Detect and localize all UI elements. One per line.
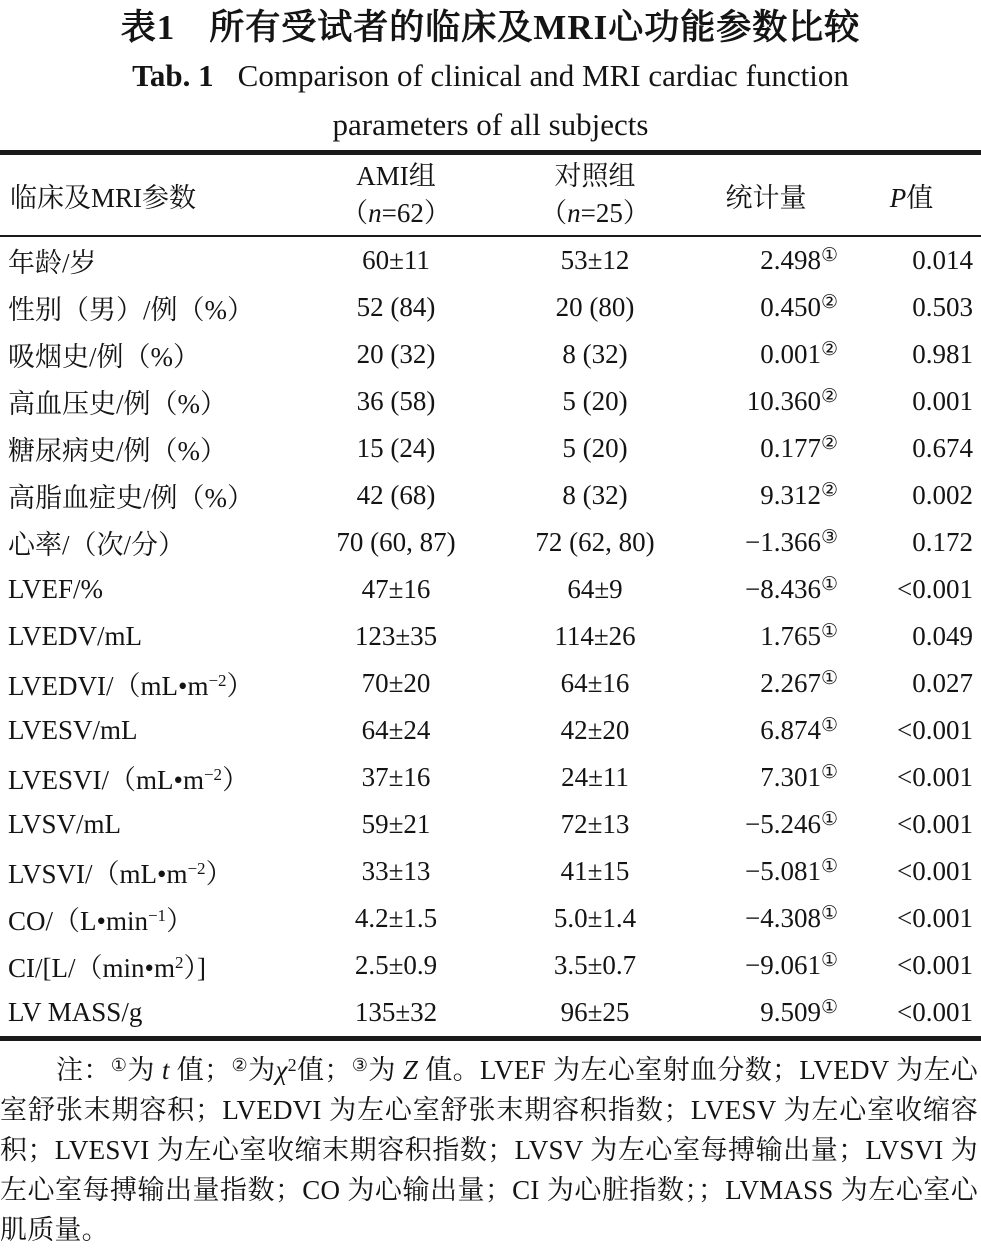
param-cell: LVEF/% [8,574,104,604]
statistic-value: −8.436 [744,574,821,604]
table-title-zh [0,5,981,51]
pvalue-cell: 0.001 [912,386,973,416]
pvalue-cell: 0.503 [912,292,973,322]
control-value-cell: 72 (62, 80) [535,527,655,557]
statistic-footnote-mark: ① [820,574,838,595]
table-caption-en-line1: Comparison of clinical and MRI cardiac function [237,58,849,93]
control-value-cell: 3.5±0.7 [553,950,637,980]
statistic-value: −5.081 [744,856,821,886]
pvalue-cell: <0.001 [897,903,973,933]
table-row [0,895,981,942]
table-row [0,707,981,754]
table-head [0,153,981,237]
pvalue-cell: <0.001 [897,809,973,839]
col-header-control-group [500,153,690,237]
statistic-footnote-mark: ① [820,715,838,736]
statistic-value: 2.267 [760,668,821,698]
pvalue-cell: 0.002 [912,480,973,510]
table-row [0,942,981,989]
param-cell: 高血压史/例（%） [8,389,227,419]
col-header-ami-n: （n=62） [341,198,451,228]
param-cell: LVESVI/$(mL•m^{-2})$ [8,765,250,795]
param-cell: 糖尿病史/例（%） [8,436,227,466]
table-caption-en-line2: parameters of all subjects [332,107,649,142]
pvalue-cell: 0.674 [912,433,973,463]
statistic-footnote-mark: ① [820,856,838,877]
table-row [0,284,981,331]
col-header-pvalue: P值 [842,153,981,237]
param-cell: LV MASS/g [8,997,143,1027]
ami-value-cell: 33±13 [361,856,431,886]
statistic-cell [690,425,842,472]
param-cell: 高脂血症史/例（%） [8,483,254,513]
ami-value-cell: 47±16 [361,574,431,604]
statistic-cell [690,519,842,566]
pvalue-cell: <0.001 [897,950,973,980]
pvalue-cell: 0.172 [912,527,973,557]
ami-value-cell: 37±16 [361,762,431,792]
statistic-cell [690,613,842,660]
statistic-value: 10.360 [746,386,821,416]
ami-value-cell: 60±11 [362,245,430,275]
control-value-cell: 64±9 [567,574,623,604]
statistic-value: −9.061 [744,950,821,980]
ami-value-cell: 64±24 [361,715,431,745]
ami-value-cell: 2.5±0.9 [354,950,438,980]
statistic-footnote-mark: ① [820,668,838,689]
control-value-cell: 5.0±1.4 [553,903,637,933]
table-row [0,754,981,801]
col-header-control-name: 对照组 [554,161,636,191]
param-cell: $CO/(L•\min^{-1})$ [8,906,194,936]
ami-value-cell: 15 (24) [356,433,436,463]
statistic-value: 0.450 [760,292,821,322]
statistic-footnote-mark: ① [820,762,838,783]
ami-value-cell: 52 (84) [356,292,436,322]
statistic-value: 2.498 [760,245,821,275]
control-value-cell: 96±25 [560,997,630,1027]
table-number-zh: 表1 [120,8,176,47]
statistic-value: −5.246 [744,809,821,839]
pvalue-cell: 0.981 [912,339,973,369]
param-cell: LVESV/mL [8,715,138,745]
table-number-en: Tab. 1 [132,58,214,93]
table-header-row [0,153,981,237]
pvalue-cell: <0.001 [897,997,973,1027]
statistic-footnote-mark: ① [820,950,838,971]
statistic-cell [690,754,842,801]
param-cell: LVSV/mL [8,809,122,839]
col-header-statistic: 统计量 [690,153,842,237]
col-header-control-n: （n=25） [540,198,650,228]
statistic-value: 7.301 [760,762,821,792]
statistic-footnote-mark: ② [820,480,838,501]
statistic-footnote-mark: ② [820,433,838,454]
control-value-cell: 8 (32) [562,339,628,369]
statistic-footnote-mark: ① [820,621,838,642]
control-value-cell: 72±13 [560,809,630,839]
control-value-cell: 5 (20) [562,433,628,463]
statistic-footnote-mark: ① [820,245,838,266]
statistic-cell [690,566,842,613]
control-value-cell: 64±16 [560,668,630,698]
table-row [0,331,981,378]
param-cell: LVEDV/mL [8,621,142,651]
ami-value-cell: 36 (58) [356,386,436,416]
statistic-value: 1.765 [760,621,821,651]
table-row [0,848,981,895]
col-header-parameter: 临床及MRI参数 [0,153,292,237]
statistic-cell [690,942,842,989]
statistic-value: 0.177 [760,433,821,463]
statistic-cell [690,707,842,754]
param-cell: 心率/（次/分） [8,530,186,560]
statistic-value: −1.366 [744,527,821,557]
table-caption-zh: 所有受试者的临床及MRI心功能参数比较 [209,8,861,47]
table-row [0,472,981,519]
pvalue-cell: <0.001 [897,856,973,886]
control-value-cell: 41±15 [560,856,630,886]
table-row [0,989,981,1039]
control-value-cell: 42±20 [560,715,630,745]
pvalue-cell: 0.027 [912,668,973,698]
param-cell: 年龄/岁 [8,248,97,278]
statistic-cell [690,236,842,284]
statistic-value: 0.001 [760,339,821,369]
statistic-footnote-mark: ① [820,997,838,1018]
statistic-cell [690,848,842,895]
statistic-footnote-mark: ② [820,292,838,313]
param-cell: 吸烟史/例（%） [8,342,200,372]
ami-value-cell: 135±32 [354,997,438,1027]
control-value-cell: 8 (32) [562,480,628,510]
param-cell: 性别（男）/例（%） [8,295,254,325]
control-value-cell: 24±11 [561,762,629,792]
table-row [0,236,981,284]
statistic-cell [690,989,842,1039]
ami-value-cell: 70±20 [361,668,431,698]
statistic-cell [690,284,842,331]
statistic-footnote-mark: ① [820,903,838,924]
statistic-cell [690,331,842,378]
statistic-cell [690,895,842,942]
pvalue-cell: 0.049 [912,621,973,651]
table-row [0,566,981,613]
table-row [0,519,981,566]
control-value-cell: 53±12 [560,245,630,275]
comparison-table [0,150,981,1041]
statistic-value: 9.509 [760,997,821,1027]
table-row [0,660,981,707]
param-cell: LVEDVI/$(mL•m^{-2})$ [8,671,254,701]
statistic-footnote-mark: ③ [820,527,838,548]
table-footnote: 注：①为 t 值；②为$\chi^2$值；③为 Z 值。LVEF 为左心室射血分数；LVEDV 为左心室舒张末期容积；LVEDVI 为左心室舒张末期容积指数；LVESV 为左心室收缩容积；LVESVI 为左心室收缩末期容积指数；LVSV 为左心室每搏输出量；LVSVI 为左心室每搏输出量指数；CO 为心输出量；CI 为心脏指数；；LVMASS 为左心室心肌质量。 [0,1055,978,1245]
pvalue-cell: 0.014 [912,245,973,275]
table-row [0,613,981,660]
statistic-cell [690,472,842,519]
control-value-cell: 114±26 [554,621,636,651]
pvalue-cell: <0.001 [897,715,973,745]
table-title-en-line1 [0,51,981,101]
statistic-cell [690,660,842,707]
ami-value-cell: 123±35 [354,621,438,651]
control-value-cell: 20 (80) [555,292,635,322]
statistic-value: 6.874 [760,715,821,745]
table-row [0,378,981,425]
statistic-footnote-mark: ② [820,339,838,360]
statistic-value: −4.308 [744,903,821,933]
statistic-cell [690,801,842,848]
ami-value-cell: 59±21 [361,809,431,839]
table-body [0,236,981,1039]
pvalue-cell: <0.001 [897,574,973,604]
statistic-footnote-mark: ② [820,386,838,407]
ami-value-cell: 20 (32) [356,339,436,369]
ami-value-cell: 70 (60, 87) [336,527,456,557]
param-cell: $CI/[L/(\min•m^2)]$ [8,953,206,983]
table-row [0,425,981,472]
param-cell: LVSVI/$(mL•m^{-2})$ [8,859,233,889]
col-header-ami-name: AMI组 [356,161,436,191]
statistic-cell [690,378,842,425]
table-row [0,801,981,848]
statistic-value: 9.312 [760,480,821,510]
ami-value-cell: 42 (68) [356,480,436,510]
pvalue-cell: <0.001 [897,762,973,792]
statistic-footnote-mark: ① [820,809,838,830]
col-header-ami-group [292,153,500,237]
table-caption-block [0,0,981,149]
control-value-cell: 5 (20) [562,386,628,416]
ami-value-cell: 4.2±1.5 [354,903,438,933]
